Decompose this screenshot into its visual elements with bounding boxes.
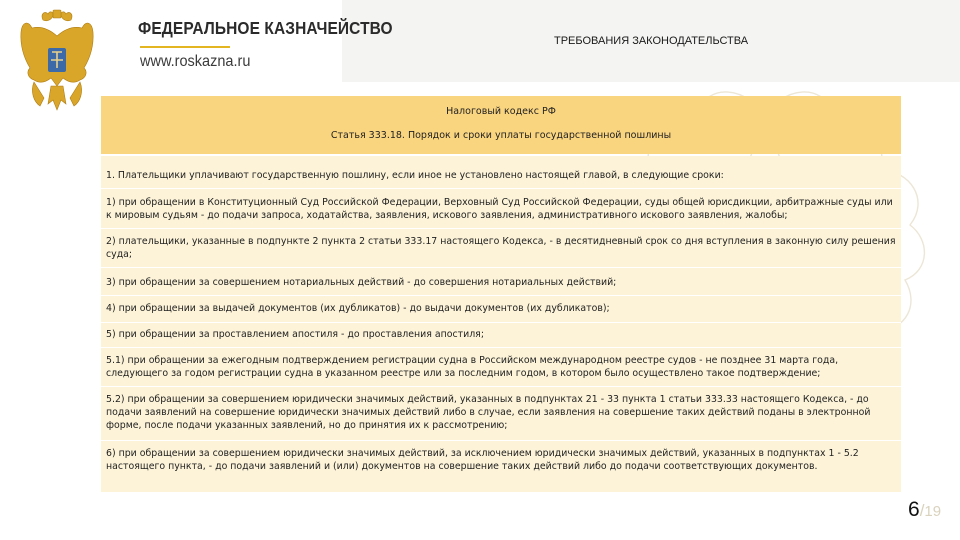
total-pages: 19 <box>924 503 942 520</box>
page-separator: / <box>919 501 925 520</box>
organization-website: www.roskazna.ru <box>140 53 251 71</box>
paragraph-divider <box>101 386 901 387</box>
document-title-box <box>101 96 901 154</box>
page-indicator <box>908 498 941 522</box>
paragraph-divider <box>101 347 901 348</box>
paragraph-item-4: 4) при обращении за выдачей документов (их дубликатов) - до выдачи документов (их дубликатов); <box>106 303 610 314</box>
paragraph-divider <box>101 440 901 441</box>
paragraph-divider <box>101 322 901 323</box>
paragraph-item-5-2: 5.2) при обращении за совершением юридически значимых действий, указанных в подпунктах 21 - 33 пункта 1 статьи 333.33 настоящего Кодекса, - до подачи заявлений на совершение юридически значимых действий либо в случае, если заявления на совершение таких действий поданы в электронной форме, после подачи указанных заявлений, но до принятия их к рассмотрению; <box>106 394 871 431</box>
paragraph-item-3: 3) при обращении за совершением нотариальных действий - до совершения нотариальных действий; <box>106 277 617 288</box>
paragraph-item-6: 6) при обращении за совершением юридически значимых действий, за исключением юридически значимых действий, указанных в подпунктах 1 - 5.2 настоящего пункта, - до подачи заявлений и (или) документов на совершение таких действий либо до подачи соответствующих документов. <box>106 448 859 472</box>
section-title: ТРЕБОВАНИЯ ЗАКОНОДАТЕЛЬСТВА <box>554 35 749 47</box>
paragraph-divider <box>101 295 901 296</box>
paragraph-divider <box>101 228 901 229</box>
paragraph-divider <box>101 267 901 268</box>
paragraph-item-1: 1) при обращении в Конституционный Суд Российской Федерации, Верховный Суд Российской Федерации, суды общей юрисдикции, арбитражные суды или к мировым судьям - до подачи запроса, ходатайства, заявления, искового заявления, административного искового заявления, жалобы; <box>106 197 893 221</box>
paragraph-intro: 1. Плательщики уплачивают государственную пошлину, если иное не установлено настоящей главой, в следующие сроки: <box>106 170 724 181</box>
paragraph-item-2: 2) плательщики, указанные в подпункте 2 пункта 2 статьи 333.17 настоящего Кодекса, - в десятидневный срок со дня вступления в законную силу решения суда; <box>106 236 896 260</box>
paragraph-divider <box>101 188 901 189</box>
organization-name: ФЕДЕРАЛЬНОЕ КАЗНАЧЕЙСТВО <box>138 19 393 39</box>
code-title: Налоговый кодекс РФ <box>446 106 556 117</box>
article-content-box <box>101 156 901 492</box>
paragraph-item-5: 5) при обращении за проставлением апостиля - до проставления апостиля; <box>106 329 484 340</box>
header-accent-line <box>140 46 230 48</box>
current-page: 6 <box>908 498 920 521</box>
article-title: Статья 333.18. Порядок и сроки уплаты государственной пошлины <box>330 130 672 141</box>
double-headed-eagle-emblem-icon <box>18 6 96 124</box>
paragraph-item-5-1: 5.1) при обращении за ежегодным подтверждением регистрации судна в Российском международном реестре судов - не позднее 31 марта года, следующего за годом регистрации судна в указанном реестре или за последним годом, в котором было осуществлено такое подтверждение; <box>106 355 839 379</box>
